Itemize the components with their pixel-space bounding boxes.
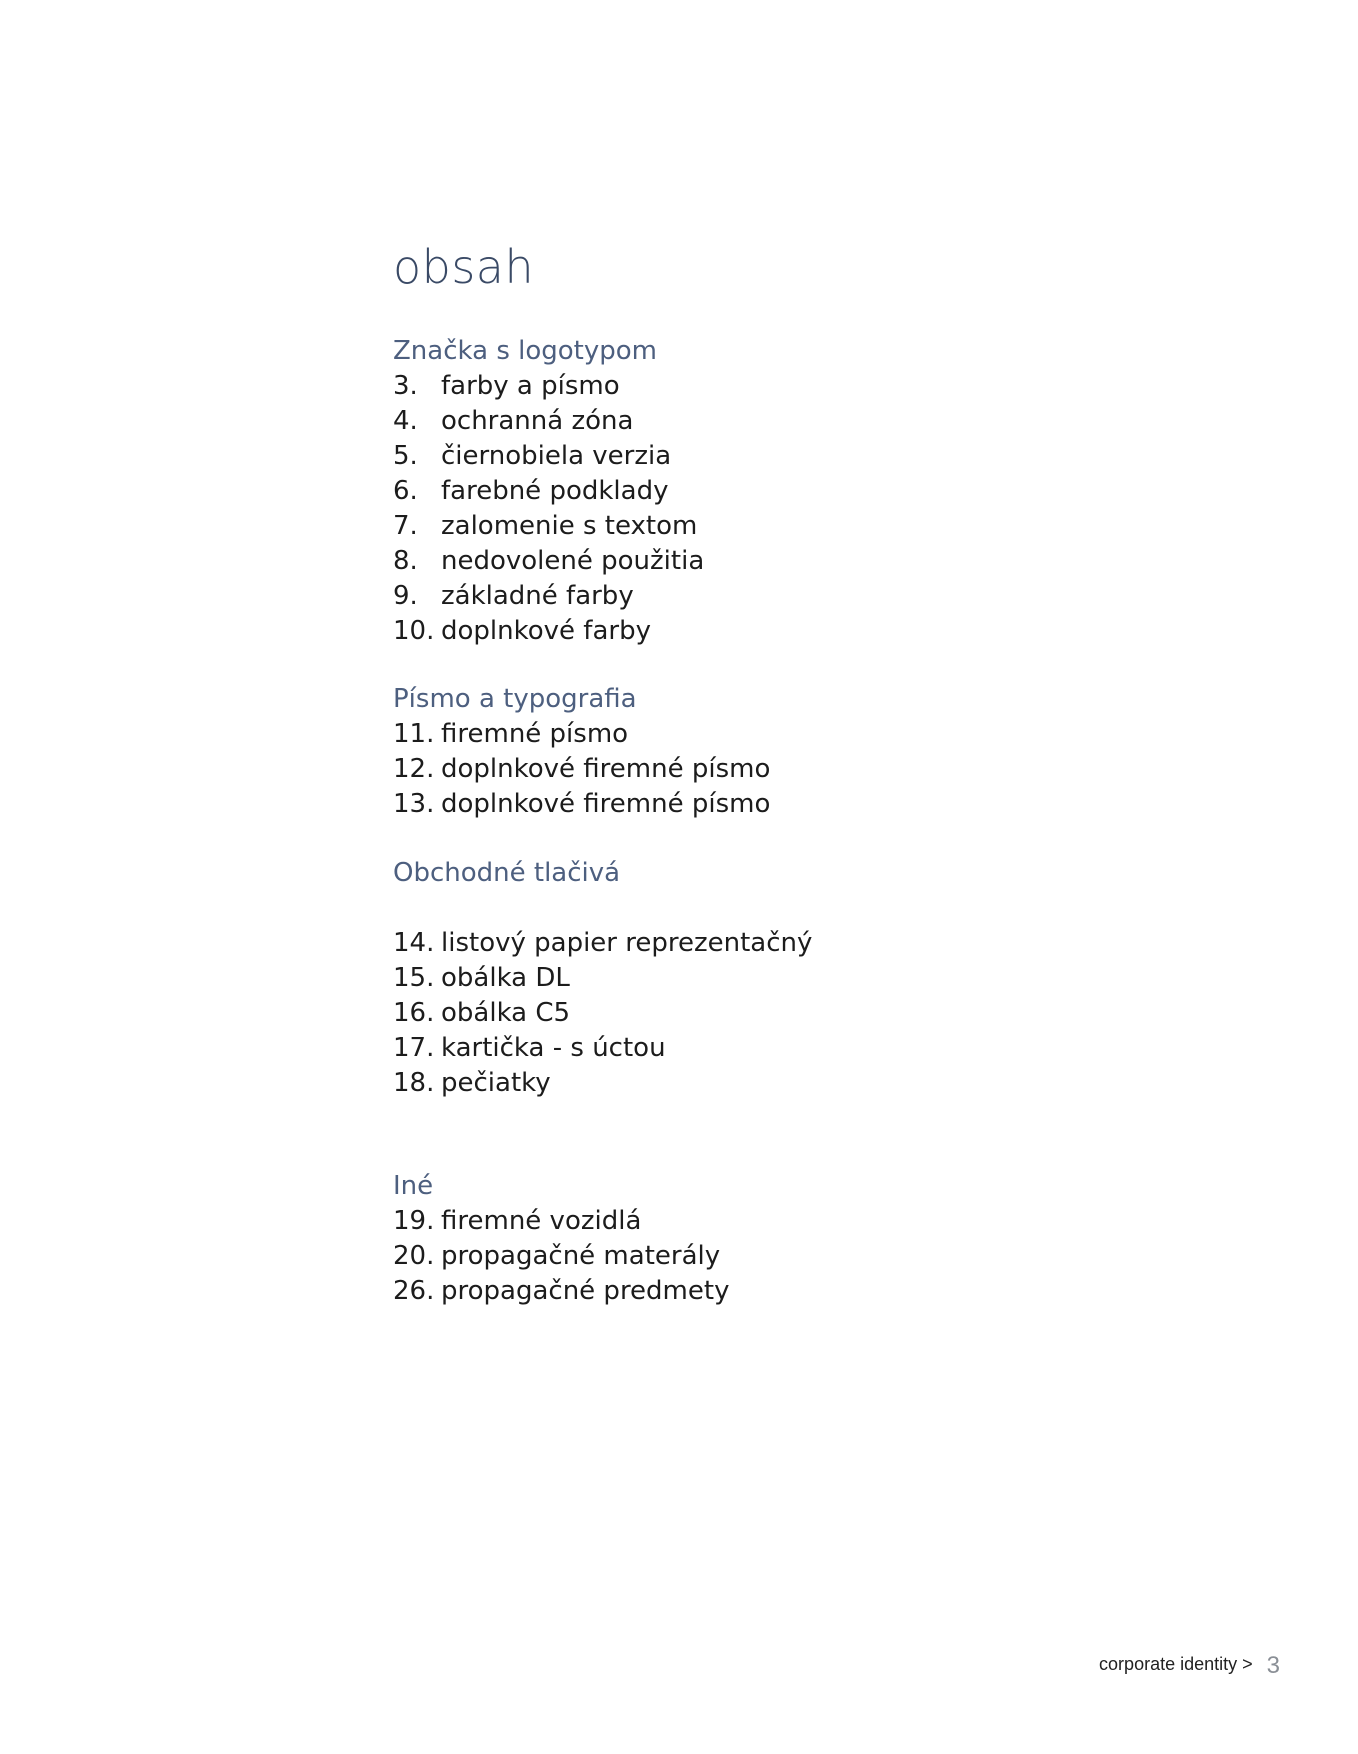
toc-entry bbox=[393, 1243, 720, 1269]
toc-entry-label: firemné vozidlá bbox=[441, 1206, 642, 1236]
toc-entry-label: doplnkové farby bbox=[441, 616, 651, 646]
toc-entry-label: obálka DL bbox=[441, 963, 570, 993]
toc-entry bbox=[393, 618, 651, 644]
toc-entry bbox=[393, 478, 668, 504]
toc-entry-number: 18. bbox=[393, 1068, 435, 1098]
toc-entry bbox=[393, 1208, 641, 1234]
toc-entry bbox=[393, 1000, 570, 1026]
toc-entry bbox=[393, 756, 770, 782]
toc-entry-number: 11. bbox=[393, 719, 435, 749]
toc-entry-label: listový papier reprezentačný bbox=[441, 928, 813, 958]
toc-entry-label: obálka C5 bbox=[441, 998, 571, 1028]
toc-entry-number: 5. bbox=[393, 441, 418, 471]
toc-entry bbox=[393, 548, 704, 574]
toc-entry-number: 16. bbox=[393, 998, 435, 1028]
toc-entry-label: čiernobiela verzia bbox=[441, 441, 672, 471]
toc-entry bbox=[393, 721, 628, 747]
toc-entry-number: 17. bbox=[393, 1033, 435, 1063]
footer-text: corporate identity > bbox=[1099, 1654, 1253, 1674]
toc-entry bbox=[393, 443, 671, 469]
toc-entry-number: 26. bbox=[393, 1276, 435, 1306]
toc-entry bbox=[393, 408, 633, 434]
toc-entry-label: doplnkové firemné písmo bbox=[441, 789, 771, 819]
page-title: obsah bbox=[393, 240, 535, 294]
toc-entry-number: 6. bbox=[393, 476, 418, 506]
toc-entry-label: propagačné materály bbox=[441, 1241, 721, 1271]
toc-entry-label: pečiatky bbox=[441, 1068, 551, 1098]
toc-entry-number: 3. bbox=[393, 371, 418, 401]
toc-entry-number: 4. bbox=[393, 406, 418, 436]
toc-entry bbox=[393, 1035, 666, 1061]
toc-entry-label: farebné podklady bbox=[441, 476, 669, 506]
toc-entry-number: 8. bbox=[393, 546, 418, 576]
toc-entry-label: firemné písmo bbox=[441, 719, 629, 749]
toc-entry-label: ochranná zóna bbox=[441, 406, 634, 436]
section-heading-ine: Iné bbox=[393, 1171, 434, 1201]
toc-entry-label: farby a písmo bbox=[441, 371, 620, 401]
toc-entry bbox=[393, 1070, 551, 1096]
page-number: 3 bbox=[1266, 1652, 1280, 1679]
toc-entry bbox=[393, 1278, 729, 1304]
page-footer bbox=[1099, 1652, 1280, 1680]
toc-entry-number: 9. bbox=[393, 581, 418, 611]
toc-entry-label: zalomenie s textom bbox=[441, 511, 698, 541]
toc-entry bbox=[393, 930, 812, 956]
toc-entry-label: základné farby bbox=[441, 581, 634, 611]
section-heading-obchodne: Obchodné tlačivá bbox=[393, 858, 621, 888]
toc-entry bbox=[393, 965, 570, 991]
toc-entry-number: 19. bbox=[393, 1206, 435, 1236]
toc-entry-label: doplnkové firemné písmo bbox=[441, 754, 771, 784]
toc-entry-number: 12. bbox=[393, 754, 435, 784]
section-heading-znacka: Značka s logotypom bbox=[393, 336, 657, 366]
toc-entry-number: 10. bbox=[393, 616, 435, 646]
toc-entry bbox=[393, 373, 620, 399]
toc-entry-number: 20. bbox=[393, 1241, 435, 1271]
toc-entry-label: nedovolené použitia bbox=[441, 546, 705, 576]
toc-entry-label: kartička - s úctou bbox=[441, 1033, 666, 1063]
toc-entry-number: 14. bbox=[393, 928, 435, 958]
section-heading-pismo: Písmo a typografia bbox=[393, 684, 637, 714]
toc-entry-number: 7. bbox=[393, 511, 418, 541]
toc-entry bbox=[393, 583, 634, 609]
toc-entry-label: propagačné predmety bbox=[441, 1276, 730, 1306]
toc-entry-number: 15. bbox=[393, 963, 435, 993]
toc-entry bbox=[393, 513, 697, 539]
toc-entry bbox=[393, 791, 770, 817]
toc-entry-number: 13. bbox=[393, 789, 435, 819]
